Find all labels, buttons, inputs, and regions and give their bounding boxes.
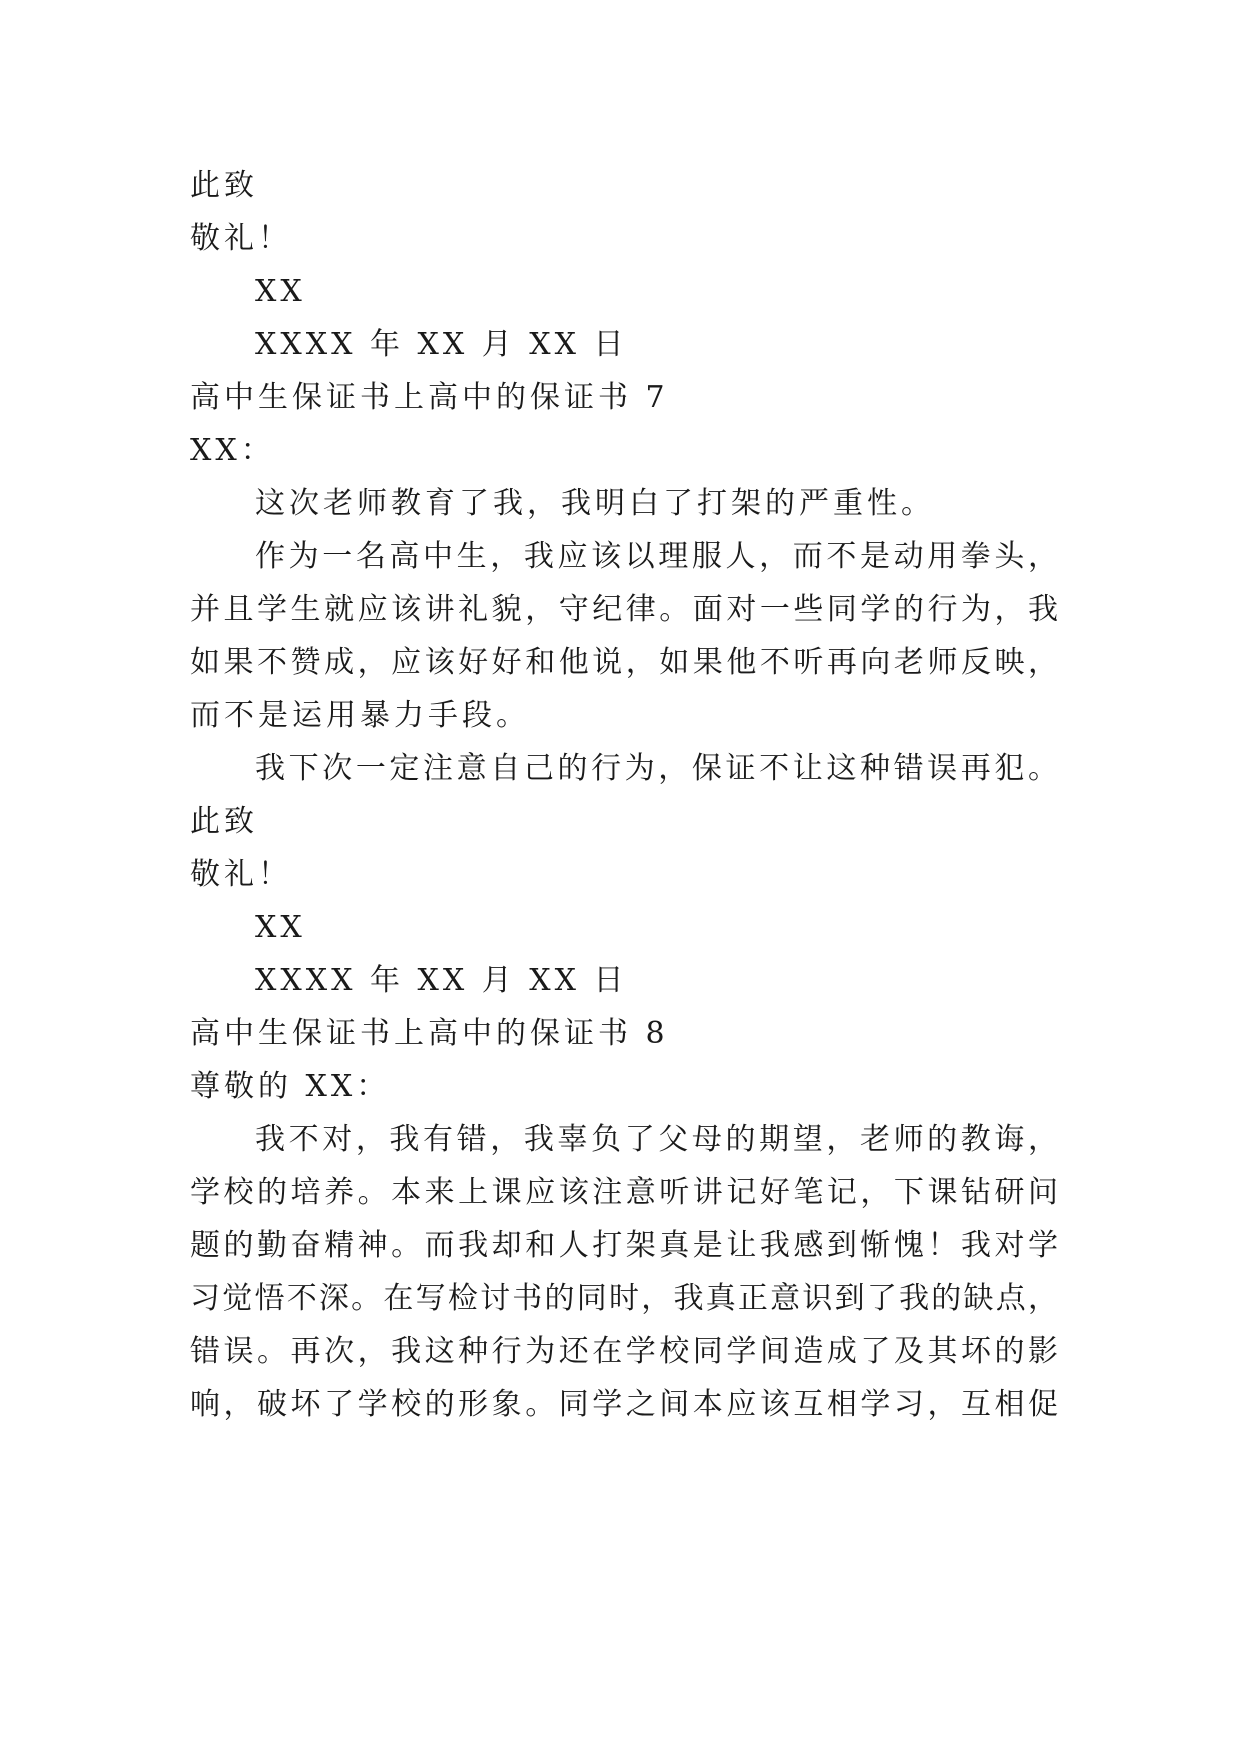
signature-name: XX xyxy=(255,274,306,309)
paragraph-line: 并且学生就应该讲礼貌，守纪律。面对一些同学的行为，我 xyxy=(190,592,1058,627)
paragraph-line: 响，破坏了学校的形象。同学之间本应该互相学习，互相促 xyxy=(190,1387,1058,1422)
salutation-line: 敬礼！ xyxy=(190,857,292,892)
closing-line: 此致 xyxy=(190,168,258,203)
salutation-line: 敬礼！ xyxy=(190,221,292,256)
paragraph-line: 学校的培养。本来上课应该注意听讲记好笔记，下课钻研问 xyxy=(190,1175,1058,1210)
paragraph-line: 我下次一定注意自己的行为，保证不让这种错误再犯。 xyxy=(255,751,1058,786)
section-title: 高中生保证书上高中的保证书 8 xyxy=(190,1016,669,1051)
paragraph-line: 题的勤奋精神。而我却和人打架真是让我感到惭愧！我对学 xyxy=(190,1228,1058,1263)
paragraph-line: 习觉悟不深。在写检讨书的同时，我真正意识到了我的缺点， xyxy=(190,1281,1058,1316)
paragraph-line: 这次老师教育了我，我明白了打架的严重性。 xyxy=(255,486,935,521)
paragraph-line: 作为一名高中生，我应该以理服人，而不是动用拳头， xyxy=(255,539,1058,574)
paragraph-line: 错误。再次，我这种行为还在学校同学间造成了及其坏的影 xyxy=(190,1334,1058,1369)
signature-name: XX xyxy=(255,910,306,945)
paragraph-line: 我不对，我有错，我辜负了父母的期望，老师的教诲， xyxy=(255,1122,1058,1157)
closing-line: 此致 xyxy=(190,804,258,839)
paragraph-line: 如果不赞成，应该好好和他说，如果他不听再向老师反映， xyxy=(190,645,1058,680)
section-title: 高中生保证书上高中的保证书 7 xyxy=(190,380,669,415)
addressee-line: 尊敬的 XX： xyxy=(190,1069,391,1104)
paragraph-line: 而不是运用暴力手段。 xyxy=(190,698,530,733)
signature-date: XXXX 年 XX 月 XX 日 xyxy=(255,327,628,362)
addressee-line: XX： xyxy=(190,433,275,468)
signature-date: XXXX 年 XX 月 XX 日 xyxy=(255,963,628,998)
